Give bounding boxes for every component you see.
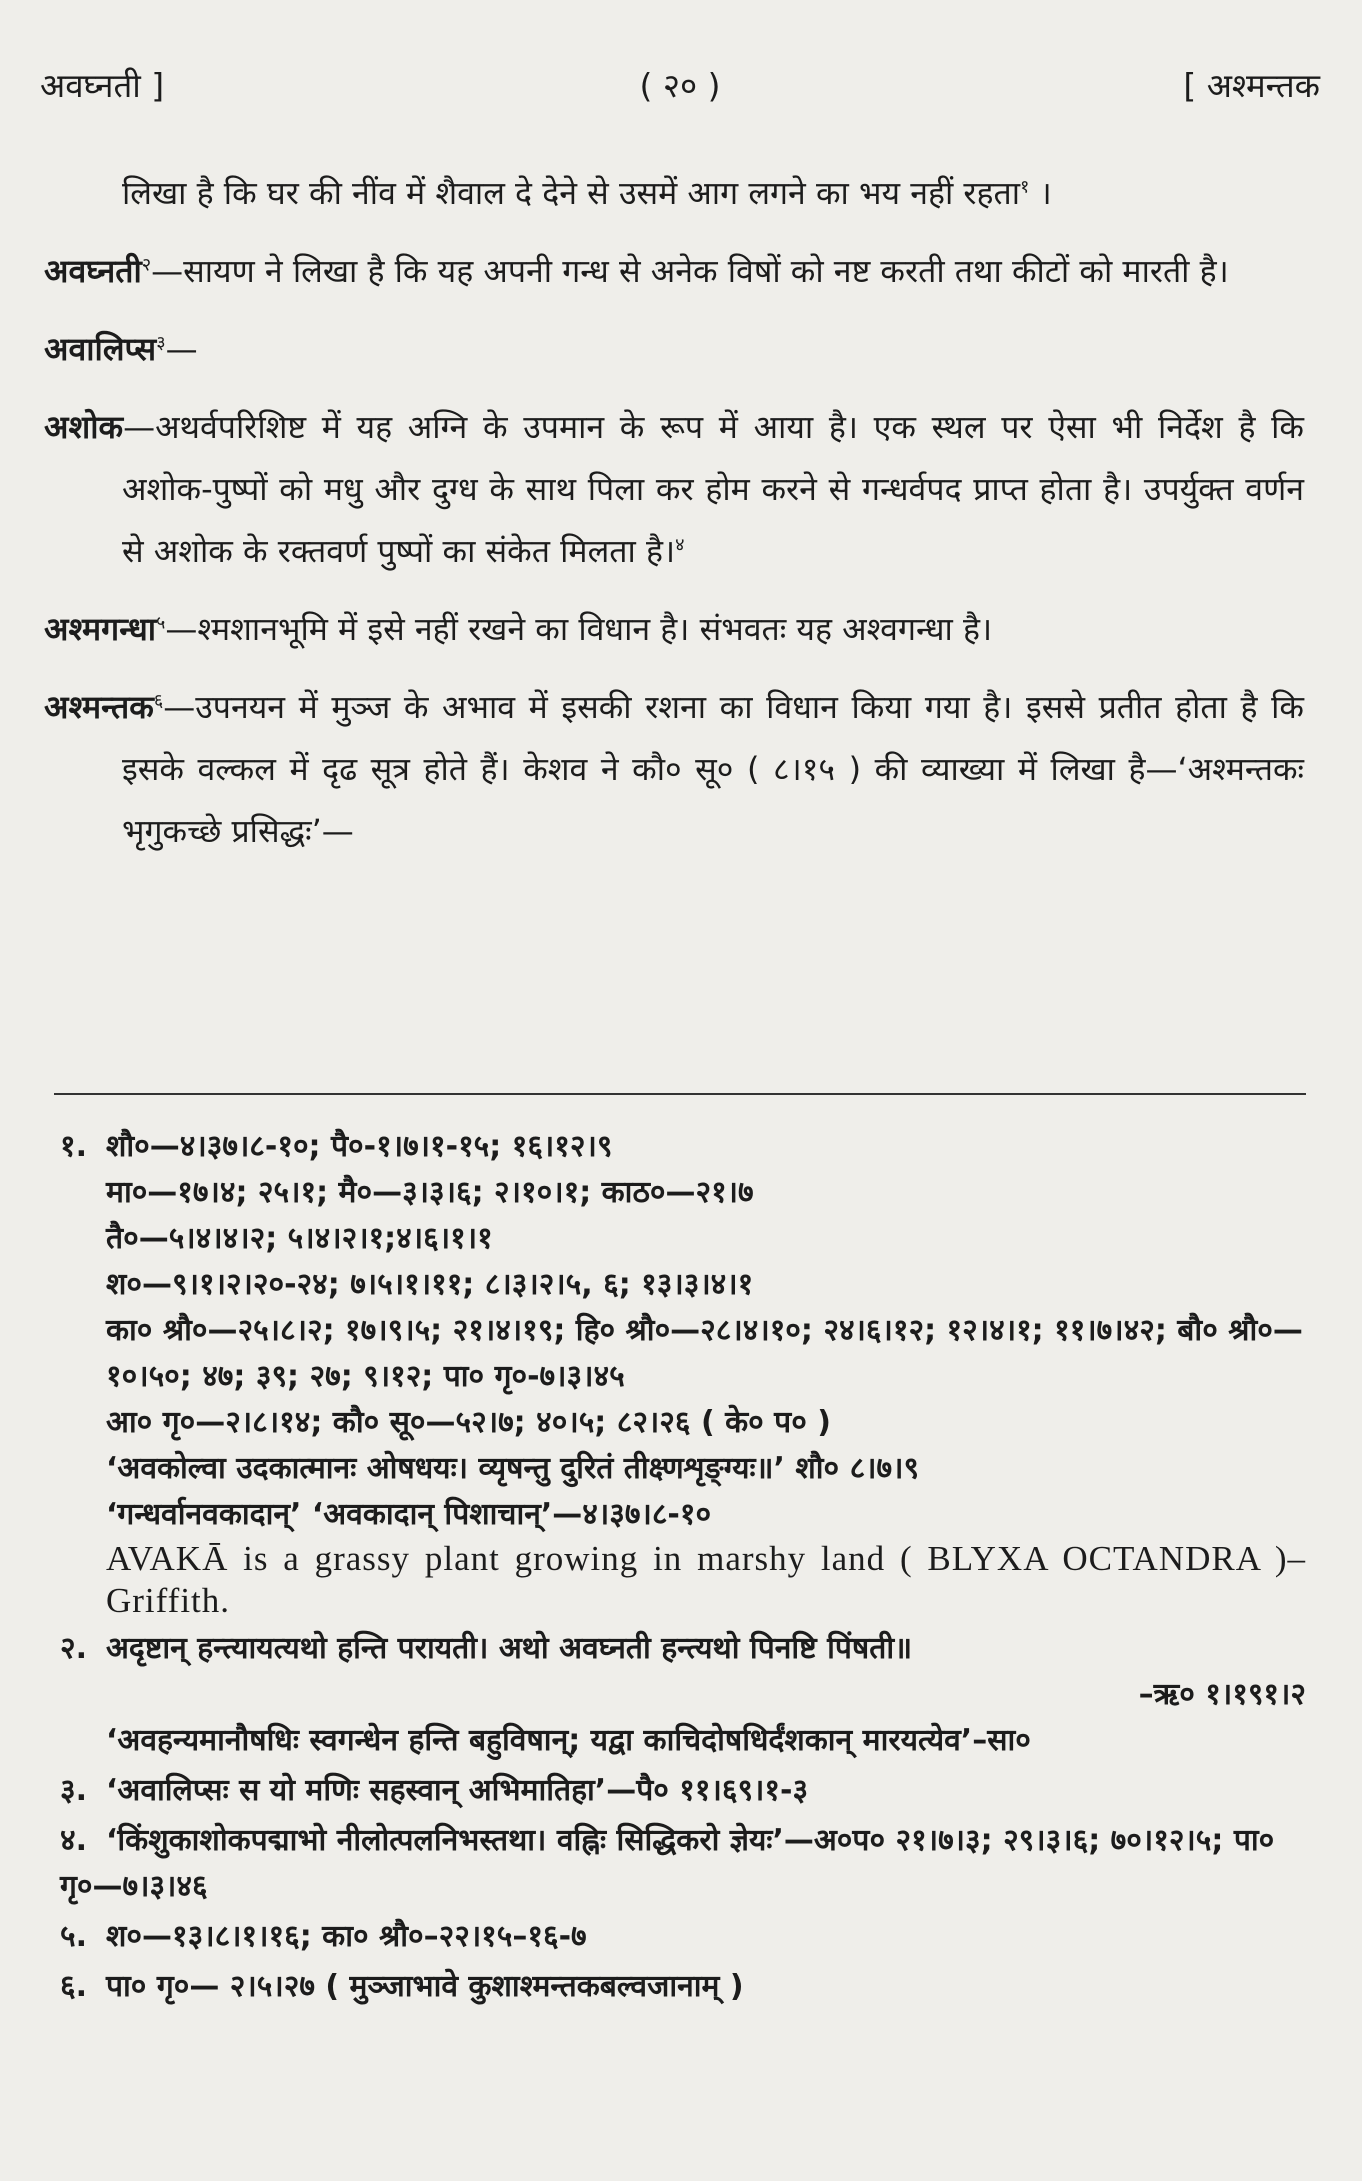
footnote-line: पा० गृ०— २।५।२७ ( मुञ्जाभावे कुशाश्मन्तकबल्वजानाम् ): [106, 1969, 744, 2004]
note-ref: १: [1020, 176, 1030, 198]
footnote-line: ‘किंशुकाशोकपद्माभो नीलोत्पलनिभस्तथा। वह्निः सिद्धिकरो ज्ञेयः’—अ०प० २१।७।३; २९।३।६; ७०।१२।५; पा० गृ०—७।३।४६: [60, 1823, 1275, 1904]
footnote-line: ‘अवालिप्सः स यो मणिः सहस्वान् अभिमातिहा’—पै० ११।६९।१-३: [106, 1773, 809, 1808]
header-left-word: अवघ्नती ]: [40, 66, 165, 105]
footnote-line: आ० गृ०—२।८।१४; कौ० सू०—५२।७; ४०।५; ८२।२६ ( के० प० ): [106, 1405, 831, 1440]
header-right-word: [ अश्मन्तक: [1183, 66, 1320, 105]
footnote-5: [60, 1914, 1306, 1960]
entry-text: —सायण ने लिखा है कि यह अपनी गन्ध से अनेक विषों को नष्ट करती तथा कीटों को मारती है।: [151, 252, 1229, 290]
page-header: [40, 62, 1320, 112]
entry-tail: ।: [1039, 174, 1052, 212]
entry-ashok: [44, 396, 1304, 582]
footnote-line: श०—९।१।२।२०-२४; ७।५।१।११; ८।३।२।५, ६; १३।३।४।१: [106, 1267, 754, 1302]
footnote-number: १.: [60, 1129, 87, 1164]
footnote-number: २.: [60, 1631, 87, 1666]
entry-continuation: [44, 162, 1304, 224]
footnote-line: ‘गन्धर्वानवकादान्’ ‘अवकादान् पिशाचान्’—४।३७।८-१०: [106, 1497, 712, 1532]
entry-text: —अथर्वपरिशिष्ट में यह अग्नि के उपमान के रूप में आया है। एक स्थल पर ऐसा भी निर्देश है कि अशोक-पुष्पों को मधु और दुग्ध के साथ पिला कर होम करने से गन्धर्वपद प्राप्त होता है। उपर्युक्त वर्णन से अशोक के रक्तवर्ण पुष्पों का संकेत मिलता है।: [122, 408, 1304, 570]
entry-term: अश्मन्तक: [44, 688, 154, 726]
entry-term: अशोक: [44, 408, 124, 446]
footnote-line: तै०—५।४।४।२; ५।४।२।१;४।६।१।१: [106, 1221, 493, 1256]
entry-avaghnati: [44, 240, 1304, 302]
footnote-line: अदृष्टान् हन्त्यायत्यथो हन्ति परायती। अथो अवघ्नती हन्त्यथो पिनष्टि पिंषती॥: [106, 1631, 913, 1666]
entry-text: —श्मशानभूमि में इसे नहीं रखने का विधान है। संभवतः यह अश्वगन्धा है।: [165, 610, 993, 648]
footnote-6: [60, 1964, 1306, 2010]
footnote-number: ३.: [60, 1773, 87, 1808]
footnote-number: ४.: [60, 1823, 87, 1858]
footnote-4: [60, 1818, 1306, 1910]
note-ref: ६: [153, 690, 164, 712]
entry-term: अवालिप्स: [44, 330, 157, 368]
entry-ashmantak: [44, 676, 1304, 862]
footnote-line: श०—१३।८।१।१६; का० श्रौ०–२२।१५–१६-७: [106, 1919, 587, 1954]
footnote-line: मा०—१७।४; २५।१; मै०—३।३।६; २।१०।१; काठ०—२१।७: [106, 1175, 754, 1210]
entry-text: —उपनयन में मुञ्ज के अभाव में इसकी रशना का विधान किया गया है। इससे प्रतीत होता है कि इसके वल्कल में दृढ सूत्र होते हैं। केशव ने कौ० सू० ( ८।१५ ) की व्याख्या में लिखा है—‘अश्मन्तकः भृगुकच्छे प्रसिद्धः’—: [122, 688, 1304, 850]
note-ref: ३: [156, 332, 166, 354]
entry-text: लिखा है कि घर की नींव में शैवाल दे देने से उसमें आग लगने का भय नहीं रहता: [122, 174, 1021, 212]
footnote-divider: [54, 1093, 1306, 1095]
note-ref: ५: [156, 612, 166, 634]
footnote-1: [60, 1124, 1306, 1622]
footnotes: [60, 1124, 1306, 2014]
footnote-line: शौ०—४।३७।८-१०; पै०-१।७।१-१५; १६।१२।९: [106, 1129, 613, 1164]
entry-text: —: [165, 330, 198, 368]
footnote-line: का० श्रौ०—२५।८।२; १७।९।५; २१।४।१९; हि० श्रौ०—२८।४।१०; २४।६।१२; १२।४।१; ११।७।४२; बौ० श्रौ०—१०।५०; ४७; ३९; २७; ९।१२; पा० गृ०-७।३।४५: [106, 1313, 1303, 1394]
main-text: [44, 162, 1304, 878]
footnote-line: ‘अवहन्यमानौषधिः स्वगन्धेन हन्ति बहुविषान्; यद्वा काचिदोषधिर्दंशकान् मारयत्येव’–सा०: [106, 1723, 1031, 1758]
footnote-number: ६.: [60, 1969, 87, 2004]
note-ref: २: [141, 254, 152, 276]
page-number: ( २० ): [639, 66, 721, 105]
footnote-line: ‘अवकोल्वा उदकात्मानः ओषधयः। व्यृषन्तु दुरितं तीक्ष्णशृङ्ग्यः॥’ शौ० ८।७।९: [106, 1451, 920, 1486]
entry-ashmagandha: [44, 598, 1304, 660]
footnote-english-text: AVAKĀ is a grassy plant growing in marshy land ( BLYXA OCTANDRA )– Griffith.: [106, 1539, 1306, 1620]
footnote-3: [60, 1768, 1306, 1814]
note-ref: ४: [675, 534, 685, 556]
entry-term: अश्मगन्धा: [44, 610, 157, 648]
footnote-number: ५.: [60, 1919, 87, 1954]
entry-avalips: [44, 318, 1304, 380]
footnote-source: –ऋ० १।१९१।२: [1138, 1677, 1306, 1712]
entry-term: अवघ्नती: [44, 252, 142, 290]
footnote-2: [60, 1626, 1306, 1764]
